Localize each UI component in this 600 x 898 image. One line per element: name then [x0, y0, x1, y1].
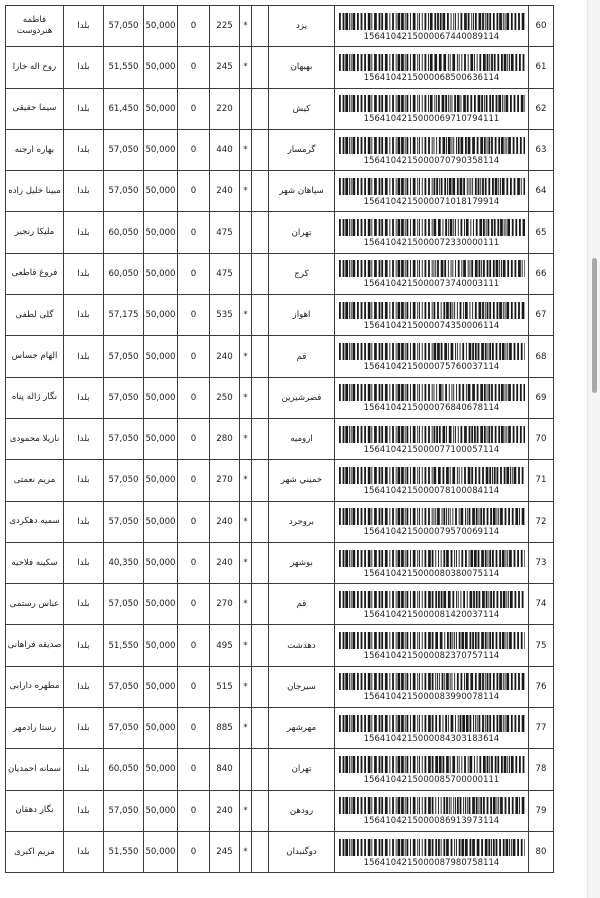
city-cell: قم	[269, 336, 335, 377]
amount-cell: 60,050	[104, 749, 144, 790]
zero-value-cell: 0	[178, 295, 210, 336]
zero-value-cell: 0	[178, 171, 210, 212]
base-amount-cell: 50,000	[144, 708, 178, 749]
zero-value-cell: 0	[178, 501, 210, 542]
table-row	[6, 831, 554, 872]
base-amount-cell: 50,000	[144, 625, 178, 666]
flag-cell: *	[240, 295, 252, 336]
row-index-cell: 76	[529, 666, 554, 707]
zero-value-cell: 0	[178, 377, 210, 418]
service-cell: بلدا	[64, 377, 104, 418]
row-index-cell: 74	[529, 584, 554, 625]
barcode-number: 1564104215000067440089114	[363, 30, 500, 41]
row-index-cell: 78	[529, 749, 554, 790]
base-amount-cell: 50,000	[144, 47, 178, 88]
amount-cell: 57,050	[104, 666, 144, 707]
service-cell: بلدا	[64, 6, 104, 47]
row-index-cell: 65	[529, 212, 554, 253]
barcode-number: 1564104215000085700000111	[363, 773, 500, 784]
flag-cell: *	[240, 708, 252, 749]
service-cell: بلدا	[64, 47, 104, 88]
recipient-name-cell: مریم نعمتی	[6, 460, 64, 501]
table-row	[6, 212, 554, 253]
table-row	[6, 253, 554, 294]
flag-cell: *	[240, 336, 252, 377]
empty-cell	[252, 377, 269, 418]
amount-cell: 60,050	[104, 212, 144, 253]
barcode-number: 1564104215000071018179914	[363, 195, 500, 206]
barcode-icon	[339, 302, 525, 319]
row-index-cell: 77	[529, 708, 554, 749]
barcode-number: 1564104215000083990078114	[363, 691, 500, 702]
table-row	[6, 47, 554, 88]
service-cell: بلدا	[64, 666, 104, 707]
amount-cell: 57,050	[104, 171, 144, 212]
barcode-icon	[339, 715, 525, 732]
flag-cell: *	[240, 831, 252, 872]
weight-cell: 495	[210, 625, 240, 666]
barcode-cell	[335, 831, 529, 872]
empty-cell	[252, 129, 269, 170]
base-amount-cell: 50,000	[144, 790, 178, 831]
row-index-cell: 68	[529, 336, 554, 377]
row-index-cell: 64	[529, 171, 554, 212]
row-index-cell: 62	[529, 88, 554, 129]
service-cell: بلدا	[64, 253, 104, 294]
barcode-cell	[335, 129, 529, 170]
flag-cell: *	[240, 501, 252, 542]
barcode-icon	[339, 260, 525, 277]
empty-cell	[252, 831, 269, 872]
flag-cell	[240, 212, 252, 253]
barcode-number: 1564104215000079570069114	[363, 526, 500, 537]
zero-value-cell: 0	[178, 708, 210, 749]
scrollbar-thumb[interactable]	[592, 258, 597, 393]
table-row	[6, 708, 554, 749]
empty-cell	[252, 47, 269, 88]
table-row	[6, 295, 554, 336]
barcode-icon	[339, 13, 525, 30]
zero-value-cell: 0	[178, 790, 210, 831]
city-cell: یزد	[269, 6, 335, 47]
barcode-number: 1564104215000070790358114	[363, 154, 500, 165]
service-cell: بلدا	[64, 295, 104, 336]
amount-cell: 57,050	[104, 6, 144, 47]
zero-value-cell: 0	[178, 625, 210, 666]
table-row	[6, 542, 554, 583]
row-index-cell: 79	[529, 790, 554, 831]
city-cell: سپاهان شهر	[269, 171, 335, 212]
zero-value-cell: 0	[178, 129, 210, 170]
barcode-number: 1564104215000075760037114	[363, 361, 500, 372]
flag-cell: *	[240, 666, 252, 707]
flag-cell: *	[240, 377, 252, 418]
empty-cell	[252, 584, 269, 625]
table-row	[6, 501, 554, 542]
city-cell: تهران	[269, 749, 335, 790]
recipient-name-cell: الهام جساس	[6, 336, 64, 377]
amount-cell: 57,175	[104, 295, 144, 336]
weight-cell: 535	[210, 295, 240, 336]
weight-cell: 270	[210, 584, 240, 625]
barcode-icon	[339, 219, 525, 236]
weight-cell: 225	[210, 6, 240, 47]
amount-cell: 57,050	[104, 708, 144, 749]
service-cell: بلدا	[64, 625, 104, 666]
row-index-cell: 73	[529, 542, 554, 583]
amount-cell: 57,050	[104, 336, 144, 377]
city-cell: بروجرد	[269, 501, 335, 542]
zero-value-cell: 0	[178, 212, 210, 253]
amount-cell: 57,050	[104, 460, 144, 501]
barcode-number: 1564104215000081420037114	[363, 608, 500, 619]
base-amount-cell: 50,000	[144, 501, 178, 542]
base-amount-cell: 50,000	[144, 129, 178, 170]
barcode-icon	[339, 178, 525, 195]
base-amount-cell: 50,000	[144, 377, 178, 418]
empty-cell	[252, 295, 269, 336]
row-index-cell: 60	[529, 6, 554, 47]
recipient-name-cell: بهاره ارجنه	[6, 129, 64, 170]
weight-cell: 250	[210, 377, 240, 418]
zero-value-cell: 0	[178, 460, 210, 501]
table-row	[6, 129, 554, 170]
weight-cell: 220	[210, 88, 240, 129]
barcode-cell	[335, 460, 529, 501]
table-row	[6, 460, 554, 501]
table-row	[6, 790, 554, 831]
city-cell: سیرجان	[269, 666, 335, 707]
weight-cell: 280	[210, 418, 240, 459]
base-amount-cell: 50,000	[144, 212, 178, 253]
empty-cell	[252, 336, 269, 377]
barcode-number: 1564104215000068500636114	[363, 71, 500, 82]
flag-cell: *	[240, 418, 252, 459]
empty-cell	[252, 749, 269, 790]
amount-cell: 57,050	[104, 377, 144, 418]
city-cell: تهران	[269, 212, 335, 253]
city-cell: خميني شهر	[269, 460, 335, 501]
empty-cell	[252, 460, 269, 501]
recipient-name-cell: سمیه دهکردی	[6, 501, 64, 542]
service-cell: بلدا	[64, 336, 104, 377]
table-row	[6, 171, 554, 212]
barcode-icon	[339, 384, 525, 401]
weight-cell: 245	[210, 831, 240, 872]
barcode-icon	[339, 54, 525, 71]
service-cell: بلدا	[64, 501, 104, 542]
flag-cell	[240, 749, 252, 790]
barcode-number: 1564104215000084303183614	[363, 732, 500, 743]
base-amount-cell: 50,000	[144, 831, 178, 872]
recipient-name-cell: فاطمه هنردوست	[6, 6, 64, 47]
recipient-name-cell: فروغ قاطعی	[6, 253, 64, 294]
table-row	[6, 749, 554, 790]
barcode-cell	[335, 212, 529, 253]
barcode-cell	[335, 47, 529, 88]
amount-cell: 57,050	[104, 418, 144, 459]
barcode-cell	[335, 501, 529, 542]
city-cell: ارومیه	[269, 418, 335, 459]
barcode-number: 1564104215000082370757114	[363, 650, 500, 661]
row-index-cell: 66	[529, 253, 554, 294]
barcode-icon	[339, 137, 525, 154]
weight-cell: 245	[210, 47, 240, 88]
table-row	[6, 6, 554, 47]
city-cell: دهدشت	[269, 625, 335, 666]
flag-cell: *	[240, 171, 252, 212]
table-row	[6, 418, 554, 459]
barcode-cell	[335, 6, 529, 47]
flag-cell: *	[240, 584, 252, 625]
barcode-icon	[339, 343, 525, 360]
recipient-name-cell: عباس رستمی	[6, 584, 64, 625]
recipient-name-cell: مریم اکبری	[6, 831, 64, 872]
weight-cell: 840	[210, 749, 240, 790]
zero-value-cell: 0	[178, 336, 210, 377]
barcode-cell	[335, 542, 529, 583]
flag-cell: *	[240, 460, 252, 501]
amount-cell: 57,050	[104, 584, 144, 625]
service-cell: بلدا	[64, 708, 104, 749]
base-amount-cell: 50,000	[144, 253, 178, 294]
row-index-cell: 69	[529, 377, 554, 418]
empty-cell	[252, 171, 269, 212]
flag-cell	[240, 253, 252, 294]
barcode-number: 1564104215000073740003111	[363, 278, 500, 289]
base-amount-cell: 50,000	[144, 295, 178, 336]
zero-value-cell: 0	[178, 749, 210, 790]
recipient-name-cell: صدیقه فراهانی	[6, 625, 64, 666]
amount-cell: 51,550	[104, 831, 144, 872]
recipient-name-cell: نگار ژاله پناه	[6, 377, 64, 418]
zero-value-cell: 0	[178, 418, 210, 459]
city-cell: مهرشهر	[269, 708, 335, 749]
recipient-name-cell: سمانه احمدیان	[6, 749, 64, 790]
table-body	[6, 6, 554, 873]
barcode-cell	[335, 377, 529, 418]
service-cell: بلدا	[64, 831, 104, 872]
zero-value-cell: 0	[178, 88, 210, 129]
barcode-icon	[339, 426, 525, 443]
barcode-icon	[339, 756, 525, 773]
base-amount-cell: 50,000	[144, 171, 178, 212]
barcode-number: 1564104215000086913973114	[363, 815, 500, 826]
empty-cell	[252, 501, 269, 542]
barcode-cell	[335, 666, 529, 707]
base-amount-cell: 50,000	[144, 542, 178, 583]
service-cell: بلدا	[64, 129, 104, 170]
barcode-cell	[335, 171, 529, 212]
table-row	[6, 88, 554, 129]
barcode-icon	[339, 550, 525, 567]
weight-cell: 515	[210, 666, 240, 707]
base-amount-cell: 50,000	[144, 460, 178, 501]
service-cell: بلدا	[64, 584, 104, 625]
service-cell: بلدا	[64, 418, 104, 459]
row-index-cell: 80	[529, 831, 554, 872]
recipient-name-cell: گلی لطفی	[6, 295, 64, 336]
amount-cell: 51,550	[104, 47, 144, 88]
city-cell: گرمسار	[269, 129, 335, 170]
weight-cell: 240	[210, 336, 240, 377]
zero-value-cell: 0	[178, 584, 210, 625]
recipient-name-cell: سیما حقیقی	[6, 88, 64, 129]
table-row	[6, 584, 554, 625]
table-row	[6, 625, 554, 666]
amount-cell: 61,450	[104, 88, 144, 129]
amount-cell: 51,550	[104, 625, 144, 666]
zero-value-cell: 0	[178, 47, 210, 88]
service-cell: بلدا	[64, 749, 104, 790]
weight-cell: 240	[210, 790, 240, 831]
barcode-icon	[339, 467, 525, 484]
empty-cell	[252, 88, 269, 129]
barcode-icon	[339, 591, 525, 608]
weight-cell: 475	[210, 253, 240, 294]
empty-cell	[252, 790, 269, 831]
city-cell: رودهن	[269, 790, 335, 831]
weight-cell: 240	[210, 542, 240, 583]
row-index-cell: 75	[529, 625, 554, 666]
row-index-cell: 67	[529, 295, 554, 336]
empty-cell	[252, 253, 269, 294]
service-cell: بلدا	[64, 212, 104, 253]
city-cell: اهواز	[269, 295, 335, 336]
barcode-cell	[335, 708, 529, 749]
shipment-table	[5, 5, 554, 873]
empty-cell	[252, 625, 269, 666]
barcode-icon	[339, 632, 525, 649]
amount-cell: 57,050	[104, 501, 144, 542]
amount-cell: 57,050	[104, 129, 144, 170]
flag-cell: *	[240, 542, 252, 583]
city-cell: دوگنبدان	[269, 831, 335, 872]
zero-value-cell: 0	[178, 831, 210, 872]
empty-cell	[252, 418, 269, 459]
amount-cell: 40,350	[104, 542, 144, 583]
base-amount-cell: 50,000	[144, 584, 178, 625]
barcode-number: 1564104215000074350006114	[363, 319, 500, 330]
barcode-number: 1564104215000087980758114	[363, 856, 500, 867]
recipient-name-cell: روح اله خارا	[6, 47, 64, 88]
recipient-name-cell: مطهره دارابی	[6, 666, 64, 707]
empty-cell	[252, 708, 269, 749]
barcode-cell	[335, 749, 529, 790]
barcode-number: 1564104215000072330000111	[363, 237, 500, 248]
city-cell: کیش	[269, 88, 335, 129]
row-index-cell: 63	[529, 129, 554, 170]
row-index-cell: 70	[529, 418, 554, 459]
city-cell: بوشهر	[269, 542, 335, 583]
barcode-cell	[335, 790, 529, 831]
flag-cell	[240, 88, 252, 129]
empty-cell	[252, 666, 269, 707]
barcode-icon	[339, 508, 525, 525]
flag-cell: *	[240, 47, 252, 88]
barcode-icon	[339, 839, 525, 856]
barcode-cell	[335, 88, 529, 129]
barcode-icon	[339, 797, 525, 814]
recipient-name-cell: رستا رادمهر	[6, 708, 64, 749]
service-cell: بلدا	[64, 88, 104, 129]
base-amount-cell: 50,000	[144, 336, 178, 377]
amount-cell: 60,050	[104, 253, 144, 294]
recipient-name-cell: سکینه فلاحیه	[6, 542, 64, 583]
service-cell: بلدا	[64, 790, 104, 831]
flag-cell: *	[240, 129, 252, 170]
city-cell: قصرشیرین	[269, 377, 335, 418]
weight-cell: 240	[210, 171, 240, 212]
empty-cell	[252, 6, 269, 47]
zero-value-cell: 0	[178, 6, 210, 47]
table-row	[6, 336, 554, 377]
city-cell: قم	[269, 584, 335, 625]
base-amount-cell: 50,000	[144, 749, 178, 790]
barcode-cell	[335, 625, 529, 666]
base-amount-cell: 50,000	[144, 418, 178, 459]
weight-cell: 885	[210, 708, 240, 749]
zero-value-cell: 0	[178, 542, 210, 583]
table-row	[6, 666, 554, 707]
base-amount-cell: 50,000	[144, 666, 178, 707]
vertical-scrollbar[interactable]	[587, 0, 600, 898]
base-amount-cell: 50,000	[144, 6, 178, 47]
recipient-name-cell: ملیکا رنجبر	[6, 212, 64, 253]
service-cell: بلدا	[64, 542, 104, 583]
table-row	[6, 377, 554, 418]
city-cell: کرج	[269, 253, 335, 294]
recipient-name-cell: نازیلا محمودی	[6, 418, 64, 459]
empty-cell	[252, 212, 269, 253]
barcode-icon	[339, 673, 525, 690]
service-cell: بلدا	[64, 171, 104, 212]
weight-cell: 240	[210, 501, 240, 542]
barcode-cell	[335, 584, 529, 625]
base-amount-cell: 50,000	[144, 88, 178, 129]
recipient-name-cell: نگار دهقان	[6, 790, 64, 831]
service-cell: بلدا	[64, 460, 104, 501]
barcode-cell	[335, 253, 529, 294]
barcode-number: 1564104215000077100057114	[363, 443, 500, 454]
city-cell: بهبهان	[269, 47, 335, 88]
barcode-number: 1564104215000080380075114	[363, 567, 500, 578]
empty-cell	[252, 542, 269, 583]
barcode-cell	[335, 336, 529, 377]
zero-value-cell: 0	[178, 666, 210, 707]
weight-cell: 440	[210, 129, 240, 170]
flag-cell: *	[240, 6, 252, 47]
barcode-icon	[339, 95, 525, 112]
recipient-name-cell: مبینا خلیل زاده	[6, 171, 64, 212]
barcode-number: 1564104215000069710794111	[363, 113, 500, 124]
amount-cell: 57,050	[104, 790, 144, 831]
flag-cell: *	[240, 790, 252, 831]
zero-value-cell: 0	[178, 253, 210, 294]
barcode-cell	[335, 295, 529, 336]
row-index-cell: 72	[529, 501, 554, 542]
flag-cell: *	[240, 625, 252, 666]
weight-cell: 475	[210, 212, 240, 253]
barcode-number: 1564104215000076840678114	[363, 402, 500, 413]
row-index-cell: 61	[529, 47, 554, 88]
barcode-number: 1564104215000078100084114	[363, 484, 500, 495]
row-index-cell: 71	[529, 460, 554, 501]
weight-cell: 270	[210, 460, 240, 501]
barcode-cell	[335, 418, 529, 459]
